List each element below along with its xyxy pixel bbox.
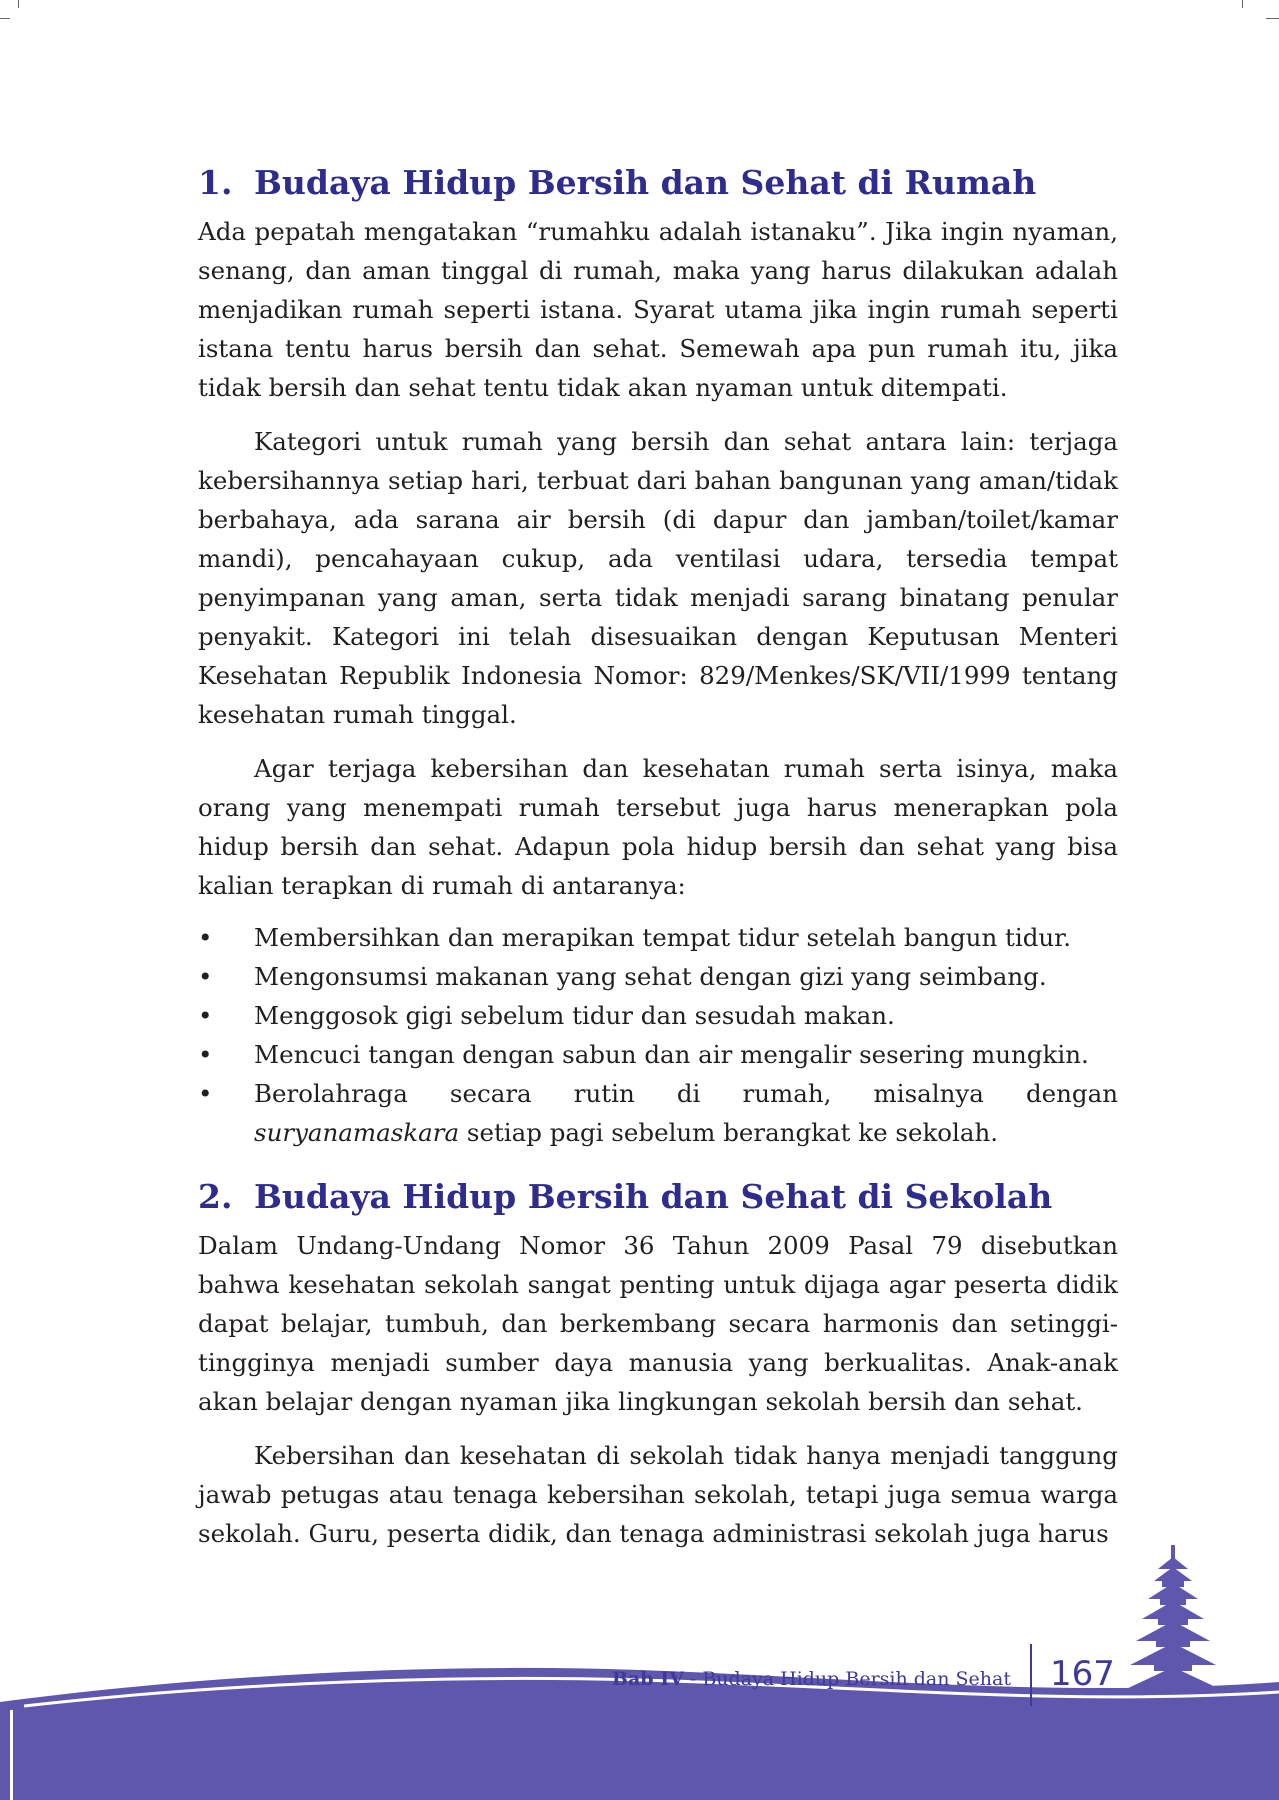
list-item: • Mengonsumsi makanan yang sehat dengan gizi yang seimbang. bbox=[198, 957, 1118, 996]
crop-mark-top-left bbox=[18, 0, 19, 8]
footer-divider bbox=[1030, 1644, 1032, 1706]
footer-separator: - bbox=[683, 1668, 703, 1690]
section-2-number: 2. bbox=[198, 1177, 233, 1216]
list-item: • Membersihkan dan merapikan tempat tidur setelah bangun tidur. bbox=[198, 918, 1118, 957]
section-1-title: Budaya Hidup Bersih dan Sehat di Rumah bbox=[254, 163, 1037, 202]
crop-mark-top-right bbox=[1242, 0, 1243, 8]
list-item: • Menggosok gigi sebelum tidur dan sesudah makan. bbox=[198, 996, 1118, 1035]
page-footer bbox=[0, 1640, 1279, 1800]
section-2-paragraph-2: Kebersihan dan kesehatan di sekolah tidak hanya menjadi tanggung jawab petugas atau tenaga kebersihan sekolah, tetapi juga semua warga sekolah. Guru, peserta didik, dan tenaga administrasi sekolah juga harus bbox=[198, 1441, 1118, 1548]
list-item-text: Berolahraga secara rutin di rumah, misalnya dengan bbox=[254, 1079, 1118, 1108]
list-item bbox=[198, 1074, 1118, 1152]
section-1-paragraph-3: Agar terjaga kebersihan dan kesehatan rumah serta isinya, maka orang yang menempati rumah tersebut juga harus menerapkan pola hidup bersih dan sehat. Adapun pola hidup bersih dan sehat yang bisa kalian terapkan di rumah di antaranya: bbox=[198, 754, 1118, 900]
section-1-paragraph-2: Kategori untuk rumah yang bersih dan sehat antara lain: terjaga kebersihannya setiap hari, terbuat dari bahan bangunan yang aman/tidak berbahaya, ada sarana air bersih (di dapur dan jamban/toilet/kamar mandi), pencahayaan cukup, ada ventilasi udara, tersedia tempat penyimpanan yang aman, serta tidak menjadi sarang binatang penular penyakit. Kategori ini telah disesuaikan dengan Keputusan Menteri Kesehatan Republik Indonesia Nomor: 829/Menkes/SK/VII/1999 tentang kesehatan rumah tinggal. bbox=[198, 427, 1118, 729]
page-number: 167 bbox=[1050, 1654, 1115, 1694]
list-item-text: setiap pagi sebelum berangkat ke sekolah. bbox=[459, 1118, 999, 1147]
habits-list bbox=[198, 918, 1118, 1152]
crop-mark-right bbox=[1266, 18, 1279, 19]
footer-chapter-label bbox=[612, 1668, 1011, 1690]
footer-chapter-title: Budaya Hidup Bersih dan Sehat bbox=[702, 1668, 1011, 1690]
section-2-title: Budaya Hidup Bersih dan Sehat di Sekolah bbox=[254, 1177, 1053, 1216]
page-content bbox=[198, 160, 1118, 1553]
section-2-heading bbox=[198, 1174, 1118, 1220]
section-1-heading bbox=[198, 160, 1118, 206]
footer-chapter: Bab IV bbox=[611, 1668, 684, 1690]
section-1-paragraph-1: Ada pepatah mengatakan “rumahku adalah istanaku”. Jika ingin nyaman, senang, dan aman tinggal di rumah, maka yang harus dilakukan adalah menjadikan rumah seperti istana. Syarat utama jika ingin rumah seperti istana tentu harus bersih dan sehat. Semewah apa pun rumah itu, jika tidak bersih dan sehat tentu tidak akan nyaman untuk ditempati. bbox=[198, 217, 1118, 402]
section-1-number: 1. bbox=[198, 163, 233, 202]
list-item: • Mencuci tangan dengan sabun dan air mengalir sesering mungkin. bbox=[198, 1035, 1118, 1074]
section-2-paragraph-1: Dalam Undang-Undang Nomor 36 Tahun 2009 Pasal 79 disebutkan bahwa kesehatan sekolah sangat penting untuk dijaga agar peserta didik dapat belajar, tumbuh, dan berkembang secara harmonis dan setinggi-tingginya menjadi sumber daya manusia yang berkualitas. Anak-anak akan belajar dengan nyaman jika lingkungan sekolah bersih dan sehat. bbox=[198, 1231, 1118, 1416]
crop-mark-left bbox=[0, 18, 10, 19]
italic-term: suryanamaskara bbox=[254, 1118, 460, 1147]
